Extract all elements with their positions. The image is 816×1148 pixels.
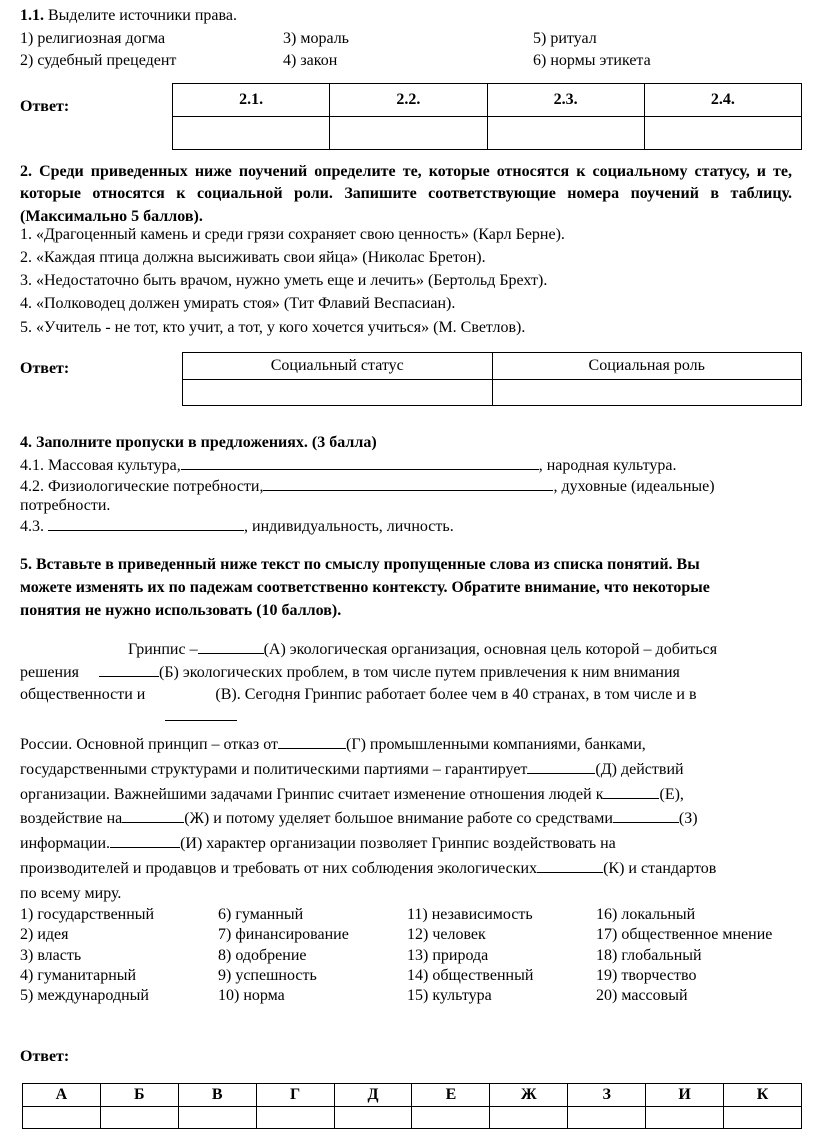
q5-text: (Е), <box>659 785 684 803</box>
q2-task: 2. Среди приведенных ниже поучений определите те, которые относятся к социальному статусу, и те, которые относятся к социальной роли. Запишите соответствующие номера поучений в таблицу. (Максимально 5 баллов). <box>20 163 792 225</box>
q4-text: , индивидуальность, личность. <box>244 518 454 535</box>
word-option: 11) независимость <box>407 906 533 923</box>
q4-text: , духовные (идеальные) <box>553 478 715 495</box>
answer-cell[interactable] <box>183 380 493 406</box>
q2-item: 3. «Недостаточно быть врачом, нужно уметь еще и лечить» (Бертольд Брехт). <box>20 272 548 289</box>
q2-item: 4. «Полководец должен умирать стоя» (Тит Флавий Веспасиан). <box>20 295 456 312</box>
q4-text: 4.2. Физиологические потребности, <box>20 478 264 495</box>
q5-text: России. Основной принцип – отказ от <box>20 736 279 753</box>
word-list-column <box>218 905 349 1007</box>
q1-option: 4) закон <box>283 52 338 69</box>
answer-cell[interactable] <box>178 1107 256 1129</box>
q1-title-text: Выделите источники права. <box>48 7 237 24</box>
word-option: 3) власть <box>20 946 82 964</box>
q4-text: 4.1. Массовая культура, <box>20 457 181 474</box>
word-option: 5) международный <box>20 987 149 1005</box>
answer-header: Г <box>256 1084 334 1107</box>
q1-option: 5) ритуал <box>533 30 597 47</box>
q5-title: можете изменять их по падежам соответственно контексту. Обратите внимание, что некоторые <box>20 579 710 596</box>
answer-header: Социальная роль <box>492 353 802 380</box>
q5-title: 5. Вставьте в приведенный ниже текст по смыслу пропущенные слова из списка понятий. Вы <box>20 556 700 573</box>
q5-answer-label: Ответ: <box>20 1048 70 1065</box>
q1-number: 1.1. <box>20 7 44 24</box>
blank-zh[interactable] <box>122 808 184 823</box>
word-option: 7) финансирование <box>218 926 349 944</box>
q5-text: (Б) экологических проблем, в том числе путем привлечения к ним внимания <box>159 664 680 681</box>
q4-line-3 <box>20 516 454 537</box>
answer-header: Социальный статус <box>183 353 493 380</box>
word-option: 12) человек <box>407 926 486 944</box>
q2-item: 5. «Учитель - не тот, кто учит, а тот, у кого хочется учиться» (М. Светлов). <box>20 319 526 336</box>
answer-cell[interactable] <box>724 1107 802 1129</box>
answer-cell[interactable] <box>334 1107 412 1129</box>
q1-answer-label: Ответ: <box>20 98 70 115</box>
word-option: 15) культура <box>407 987 492 1005</box>
blank-d[interactable] <box>527 759 595 774</box>
blank-line[interactable] <box>263 476 553 491</box>
q4-title: 4. Заполните пропуски в предложениях. (3 балла) <box>20 434 377 451</box>
answer-cell[interactable] <box>330 117 487 150</box>
word-option: 8) одобрение <box>218 946 307 964</box>
q5-text: информации. <box>20 835 111 853</box>
q5-text: государственными структурами и политическими партиями – гарантирует <box>20 760 528 778</box>
answer-header: 2.4. <box>644 84 801 117</box>
answer-header: А <box>23 1084 101 1107</box>
q5-text: решения <box>20 664 80 681</box>
blank-b[interactable] <box>99 662 159 677</box>
answer-header: Д <box>334 1084 412 1107</box>
q5-text: (И) характер организации позволяет Гринпис воздействовать на <box>180 835 616 853</box>
answer-cell[interactable] <box>23 1107 101 1129</box>
q1-answer-table <box>172 83 802 150</box>
blank-line[interactable] <box>181 455 539 470</box>
word-option: 13) природа <box>407 946 489 964</box>
q4-line-1 <box>20 455 677 476</box>
answer-header: З <box>568 1084 646 1107</box>
answer-header: Е <box>412 1084 490 1107</box>
answer-header: Ж <box>490 1084 568 1107</box>
answer-cell[interactable] <box>256 1107 334 1129</box>
answer-header: 2.1. <box>173 84 330 117</box>
q1-option: 1) религиозная догма <box>20 30 166 47</box>
q2-item: 2. «Каждая птица должна высиживать свои яйца» (Николас Бретон). <box>20 249 486 266</box>
q5-text: (Д) действий <box>595 760 684 778</box>
q4-text: , народная культура. <box>538 457 677 474</box>
q5-text-line <box>20 662 680 683</box>
blank-k[interactable] <box>537 858 603 873</box>
answer-header: И <box>646 1084 724 1107</box>
q5-text: (К) и стандартов <box>603 859 717 877</box>
word-option: 20) массовый <box>596 987 688 1005</box>
word-option: 16) локальный <box>596 906 696 923</box>
answer-cell[interactable] <box>644 117 801 150</box>
blank-g[interactable] <box>278 734 346 749</box>
q4-line-2 <box>20 476 715 497</box>
q5-text: общественности и <box>20 686 146 703</box>
q5-paragraph <box>20 733 792 907</box>
word-option: 19) творчество <box>596 966 697 984</box>
blank-v[interactable] <box>165 720 237 721</box>
q5-text: (Ж) и потому уделяет большое внимание работе со средствами <box>184 810 613 828</box>
answer-cell[interactable] <box>412 1107 490 1129</box>
word-option: 4) гуманитарный <box>20 966 137 984</box>
word-option: 1) государственный <box>20 906 155 923</box>
q5-text-line <box>128 639 717 660</box>
q1-option: 3) мораль <box>283 30 349 47</box>
answer-header: 2.2. <box>330 84 487 117</box>
word-option: 2) идея <box>20 926 69 944</box>
answer-cell[interactable] <box>100 1107 178 1129</box>
word-option: 17) общественное мнение <box>596 926 773 944</box>
q5-text: (В). Сегодня Гринпис работает более чем в 40 странах, в том числе и в <box>215 686 697 703</box>
q1-option: 2) судебный прецедент <box>20 52 177 69</box>
word-list-column <box>407 905 533 1007</box>
q5-text: воздействие на <box>20 810 123 828</box>
blank-i[interactable] <box>110 833 180 848</box>
answer-header: Б <box>100 1084 178 1107</box>
answer-cell[interactable] <box>646 1107 724 1129</box>
word-list-column <box>596 905 772 1007</box>
blank-a[interactable] <box>198 639 264 654</box>
q2-answer-table <box>182 352 802 406</box>
q5-answer-table <box>22 1083 802 1129</box>
q5-text: организации. Важнейшими задачами Гринпис считает изменение отношения людей к <box>20 785 604 803</box>
q4-text: 4.3. <box>20 518 44 535</box>
blank-line[interactable] <box>48 516 244 531</box>
q5-text: (Г) промышленными компаниями, банками, <box>346 736 646 753</box>
blank-e[interactable] <box>603 784 659 799</box>
answer-cell[interactable] <box>568 1107 646 1129</box>
answer-cell[interactable] <box>492 380 802 406</box>
word-option: 14) общественный <box>407 966 534 984</box>
q2-item: 1. «Драгоценный камень и среди грязи сохраняет свою ценность» (Карл Берне). <box>20 226 565 243</box>
word-list-column <box>20 905 154 1007</box>
q5-text: (А) экологическая организация, основная цель которой – добиться <box>263 641 718 658</box>
q4-text: потребности. <box>20 497 111 514</box>
q5-text-line <box>20 685 697 705</box>
answer-header: 2.3. <box>487 84 644 117</box>
q1-option: 6) нормы этикета <box>533 52 651 69</box>
answer-cell[interactable] <box>173 117 330 150</box>
blank-z[interactable] <box>613 808 679 823</box>
q1-title <box>20 6 237 26</box>
q5-text: производителей и продавцов и требовать от них соблюдения экологических <box>20 859 538 877</box>
q5-text: (З) <box>678 810 698 828</box>
q5-text: Гринпис – <box>128 641 198 658</box>
answer-cell[interactable] <box>487 117 644 150</box>
word-option: 9) успешность <box>218 966 317 984</box>
word-option: 6) гуманный <box>218 906 304 923</box>
word-option: 18) глобальный <box>596 946 702 964</box>
q2-answer-label: Ответ: <box>20 360 70 377</box>
word-option: 10) норма <box>218 987 285 1005</box>
answer-header: К <box>724 1084 802 1107</box>
q5-text: по всему миру. <box>20 884 122 902</box>
answer-cell[interactable] <box>490 1107 568 1129</box>
q5-title: понятия не нужно использовать (10 баллов). <box>20 602 342 619</box>
answer-header: В <box>178 1084 256 1107</box>
